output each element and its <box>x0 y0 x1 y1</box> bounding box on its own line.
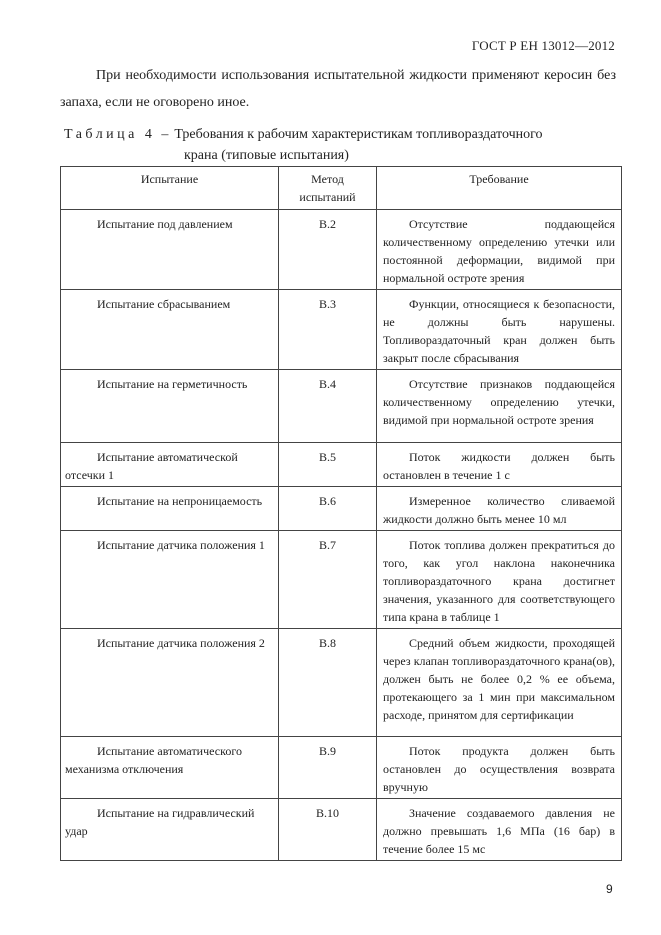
row-test: Испытание автоматической отсечки 1 <box>65 450 238 482</box>
table-row <box>61 370 622 443</box>
table-row <box>61 290 622 370</box>
row-method: B.5 <box>318 450 336 464</box>
row-method: B.9 <box>318 744 336 758</box>
table-row <box>61 799 622 861</box>
row-test: Испытание датчика положения 2 <box>97 636 265 650</box>
row-requirement: Поток продукта должен быть остановлен до осуществления возврата вручную <box>383 744 615 794</box>
row-test: Испытание автоматического механизма отключения <box>65 744 242 776</box>
row-requirement: Средний объем жидкости, проходящей через клапан топливораздаточного крана(ов), должен быть не более 0,2 % ее объема, протекающего за 1 мин при максимальном расходе, принятом для сертификации <box>383 636 615 722</box>
row-requirement: Отсутствие признаков поддающейся количественному определению утечки, видимой при нормальной остроте зрения <box>383 377 615 427</box>
row-method: B.3 <box>318 297 336 311</box>
table-row <box>61 737 622 799</box>
row-method: B.4 <box>318 377 336 391</box>
table-caption-dash: – <box>161 127 169 142</box>
row-method: B.2 <box>318 217 336 231</box>
row-test: Испытание под давлением <box>97 217 233 231</box>
table-caption-title-line2: крана (типовые испытания) <box>184 148 349 163</box>
row-requirement: Значение создаваемого давления не должно превышать 1,6 МПа (16 бар) в течение более 15 мс <box>383 806 615 856</box>
intro-paragraph: При необходимости использования испытательной жидкости применяют керосин без запаха, если не оговорено иное. <box>60 68 616 110</box>
column-header-test: Испытание <box>61 167 279 210</box>
table-row <box>61 487 622 531</box>
row-test: Испытание на непроницаемость <box>97 494 263 508</box>
row-method: B.8 <box>318 636 336 650</box>
row-test: Испытание датчика положения 1 <box>97 538 265 552</box>
row-requirement: Измеренное количество сливаемой жидкости должно быть менее 10 мл <box>383 494 615 526</box>
table-caption <box>64 124 616 166</box>
table-row <box>61 443 622 487</box>
column-header-method: Метод испытаний <box>279 167 377 210</box>
page-number: 9 <box>606 882 613 896</box>
table-header-row <box>61 167 622 210</box>
row-method: B.10 <box>315 806 339 820</box>
row-test: Испытание сбрасыванием <box>97 297 231 311</box>
standard-designation: ГОСТ Р ЕН 13012—2012 <box>471 38 615 53</box>
table-caption-title-line1: Требования к рабочим характеристикам топливораздаточного <box>174 127 543 142</box>
row-requirement: Функции, относящиеся к безопасности, не должны быть нарушены. Топливораздаточный кран должен быть закрыт после сбрасывания <box>383 297 615 365</box>
table-row <box>61 531 622 629</box>
row-test: Испытание на герметичность <box>97 377 248 391</box>
row-method: B.7 <box>318 538 336 552</box>
requirements-table <box>60 166 622 861</box>
column-header-requirement: Требование <box>377 167 622 210</box>
row-test: Испытание на гидравлический удар <box>65 806 255 838</box>
row-requirement: Отсутствие поддающейся количественному определению утечки или постоянной деформации, видимой при нормальной остроте зрения <box>383 217 615 285</box>
row-requirement: Поток топлива должен прекратиться до того, как угол наклона наконечника топливораздаточного крана достигнет значения, указанного для соответствующего типа крана в таблице 1 <box>383 538 615 624</box>
table-row <box>61 210 622 290</box>
row-requirement: Поток жидкости должен быть остановлен в течение 1 с <box>383 450 615 482</box>
table-row <box>61 629 622 737</box>
row-method: B.6 <box>318 494 336 508</box>
table-caption-label: Таблица 4 <box>64 127 156 142</box>
